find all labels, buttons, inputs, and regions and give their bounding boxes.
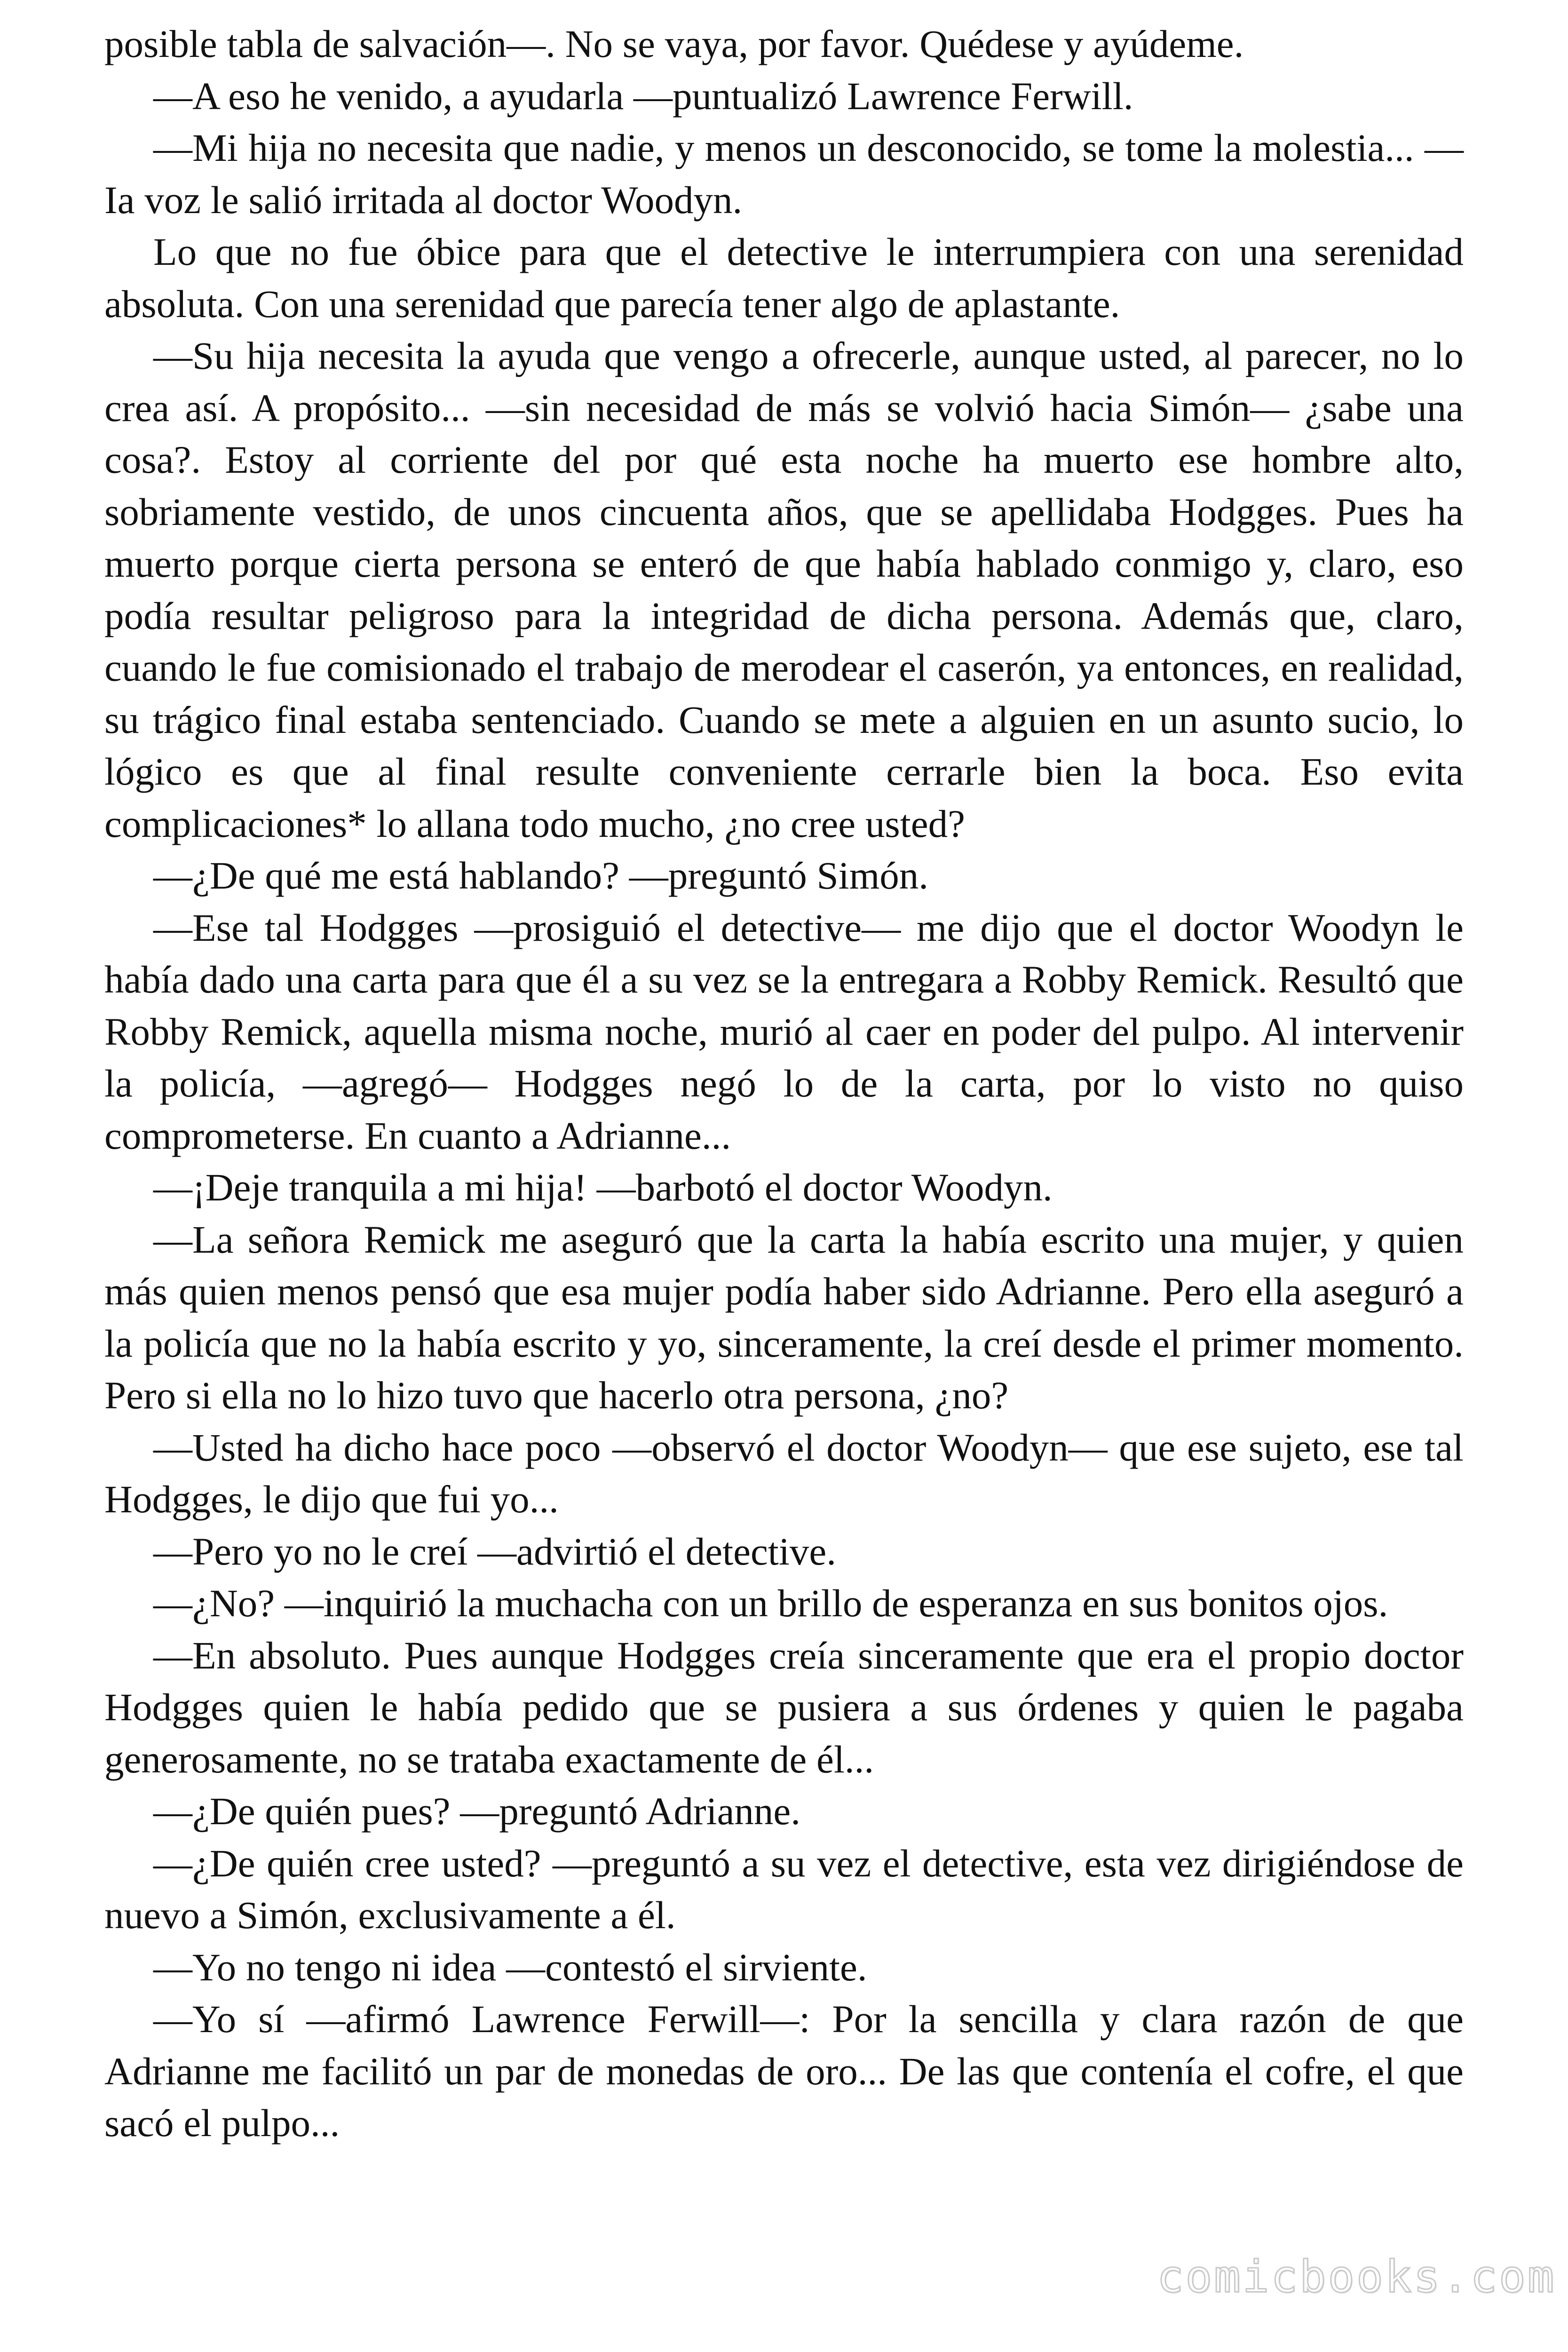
paragraph-dialogue: —En absoluto. Pues aunque Hodgges creía sinceramente que era el propio doctor Hodgges quien le había pedido que se pusiera a sus órdenes y quien le pagaba generosamente, no se trataba exactamente de él... — [104, 1633, 1464, 1781]
paragraph-dialogue: —¿De quién cree usted? —preguntó a su vez el detective, esta vez dirigiéndose de nuevo a Simón, exclusivamente a él. — [104, 1841, 1464, 1937]
paragraph-dialogue: —¿De qué me está hablando? —preguntó Simón. — [153, 854, 929, 897]
paragraph-dialogue: —¡Deje tranquila a mi hija! —barbotó el doctor Woodyn. — [153, 1166, 1053, 1209]
book-page-body — [104, 18, 1464, 2149]
paragraph-dialogue: —Usted ha dicho hace poco —observó el doctor Woodyn— que ese sujeto, ese tal Hodgges, le dijo que fui yo... — [104, 1425, 1464, 1521]
paragraph-dialogue: —Yo no tengo ni idea —contestó el sirviente. — [153, 1945, 867, 1989]
paragraph-dialogue: —¿No? —inquirió la muchacha con un brillo de esperanza en sus bonitos ojos. — [153, 1581, 1388, 1625]
paragraph-dialogue: —Yo sí —afirmó Lawrence Ferwill—: Por la sencilla y clara razón de que Adrianne me facilitó un par de monedas de oro... De las que contenía el cofre, el que sacó el pulpo... — [104, 1997, 1464, 2145]
paragraph-narration: Lo que no fue óbice para que el detective le interrumpiera con una serenidad absoluta. Con una serenidad que parecía tener algo de aplastante. — [104, 230, 1464, 326]
paragraph-dialogue: —A eso he venido, a ayudarla —puntualizó Lawrence Ferwill. — [153, 74, 1133, 118]
paragraph-dialogue: —Su hija necesita la ayuda que vengo a ofrecerle, aunque usted, al parecer, no lo crea así. A propósito... —sin necesidad de más se volvió hacia Simón— ¿sabe una cosa?. Estoy al corriente del por qué esta noche ha muerto ese hombre alto, sobriamente vestido, de unos cincuenta años, que se apellidaba Hodgges. Pues ha muerto porque cierta persona se enteró de que había hablado conmigo y, claro, eso podía resultar peligroso para la integridad de dicha persona. Además que, claro, cuando le fue comisionado el trabajo de merodear el caserón, ya entonces, en realidad, su trágico final estaba sentenciado. Cuando se mete a alguien en un asunto sucio, lo lógico es que al final resulte conveniente cerrarle bien la boca. Eso evita complicaciones* lo allana todo mucho, ¿no cree usted? — [104, 334, 1464, 845]
site-watermark: comicbooks.com — [1157, 2251, 1556, 2303]
paragraph-dialogue: —Ese tal Hodgges —prosiguió el detective— me dijo que el doctor Woodyn le había dado una carta para que él a su vez se la entregara a Robby Remick. Resultó que Robby Remick, aquella misma noche, murió al caer en poder del pulpo. Al intervenir la policía, —agregó— Hodgges negó lo de la carta, por lo visto no quiso comprometerse. En cuanto a Adrianne... — [104, 906, 1464, 1157]
paragraph-dialogue: —¿De quién pues? —preguntó Adrianne. — [153, 1789, 801, 1833]
paragraph-dialogue: —Mi hija no necesita que nadie, y menos un desconocido, se tome la molestia... —Ia voz le salió irritada al doctor Woodyn. — [104, 126, 1464, 222]
paragraph-dialogue: —Pero yo no le creí —advirtió el detective. — [153, 1529, 837, 1573]
paragraph-dialogue: —La señora Remick me aseguró que la carta la había escrito una mujer, y quien más quien menos pensó que esa mujer podía haber sido Adrianne. Pero ella aseguró a la policía que no la había escrito y yo, sinceramente, la creí desde el primer momento. Pero si ella no lo hizo tuvo que hacerlo otra persona, ¿no? — [104, 1217, 1464, 1417]
paragraph-continuation: posible tabla de salvación—. No se vaya, por favor. Quédese y ayúdeme. — [104, 22, 1244, 65]
